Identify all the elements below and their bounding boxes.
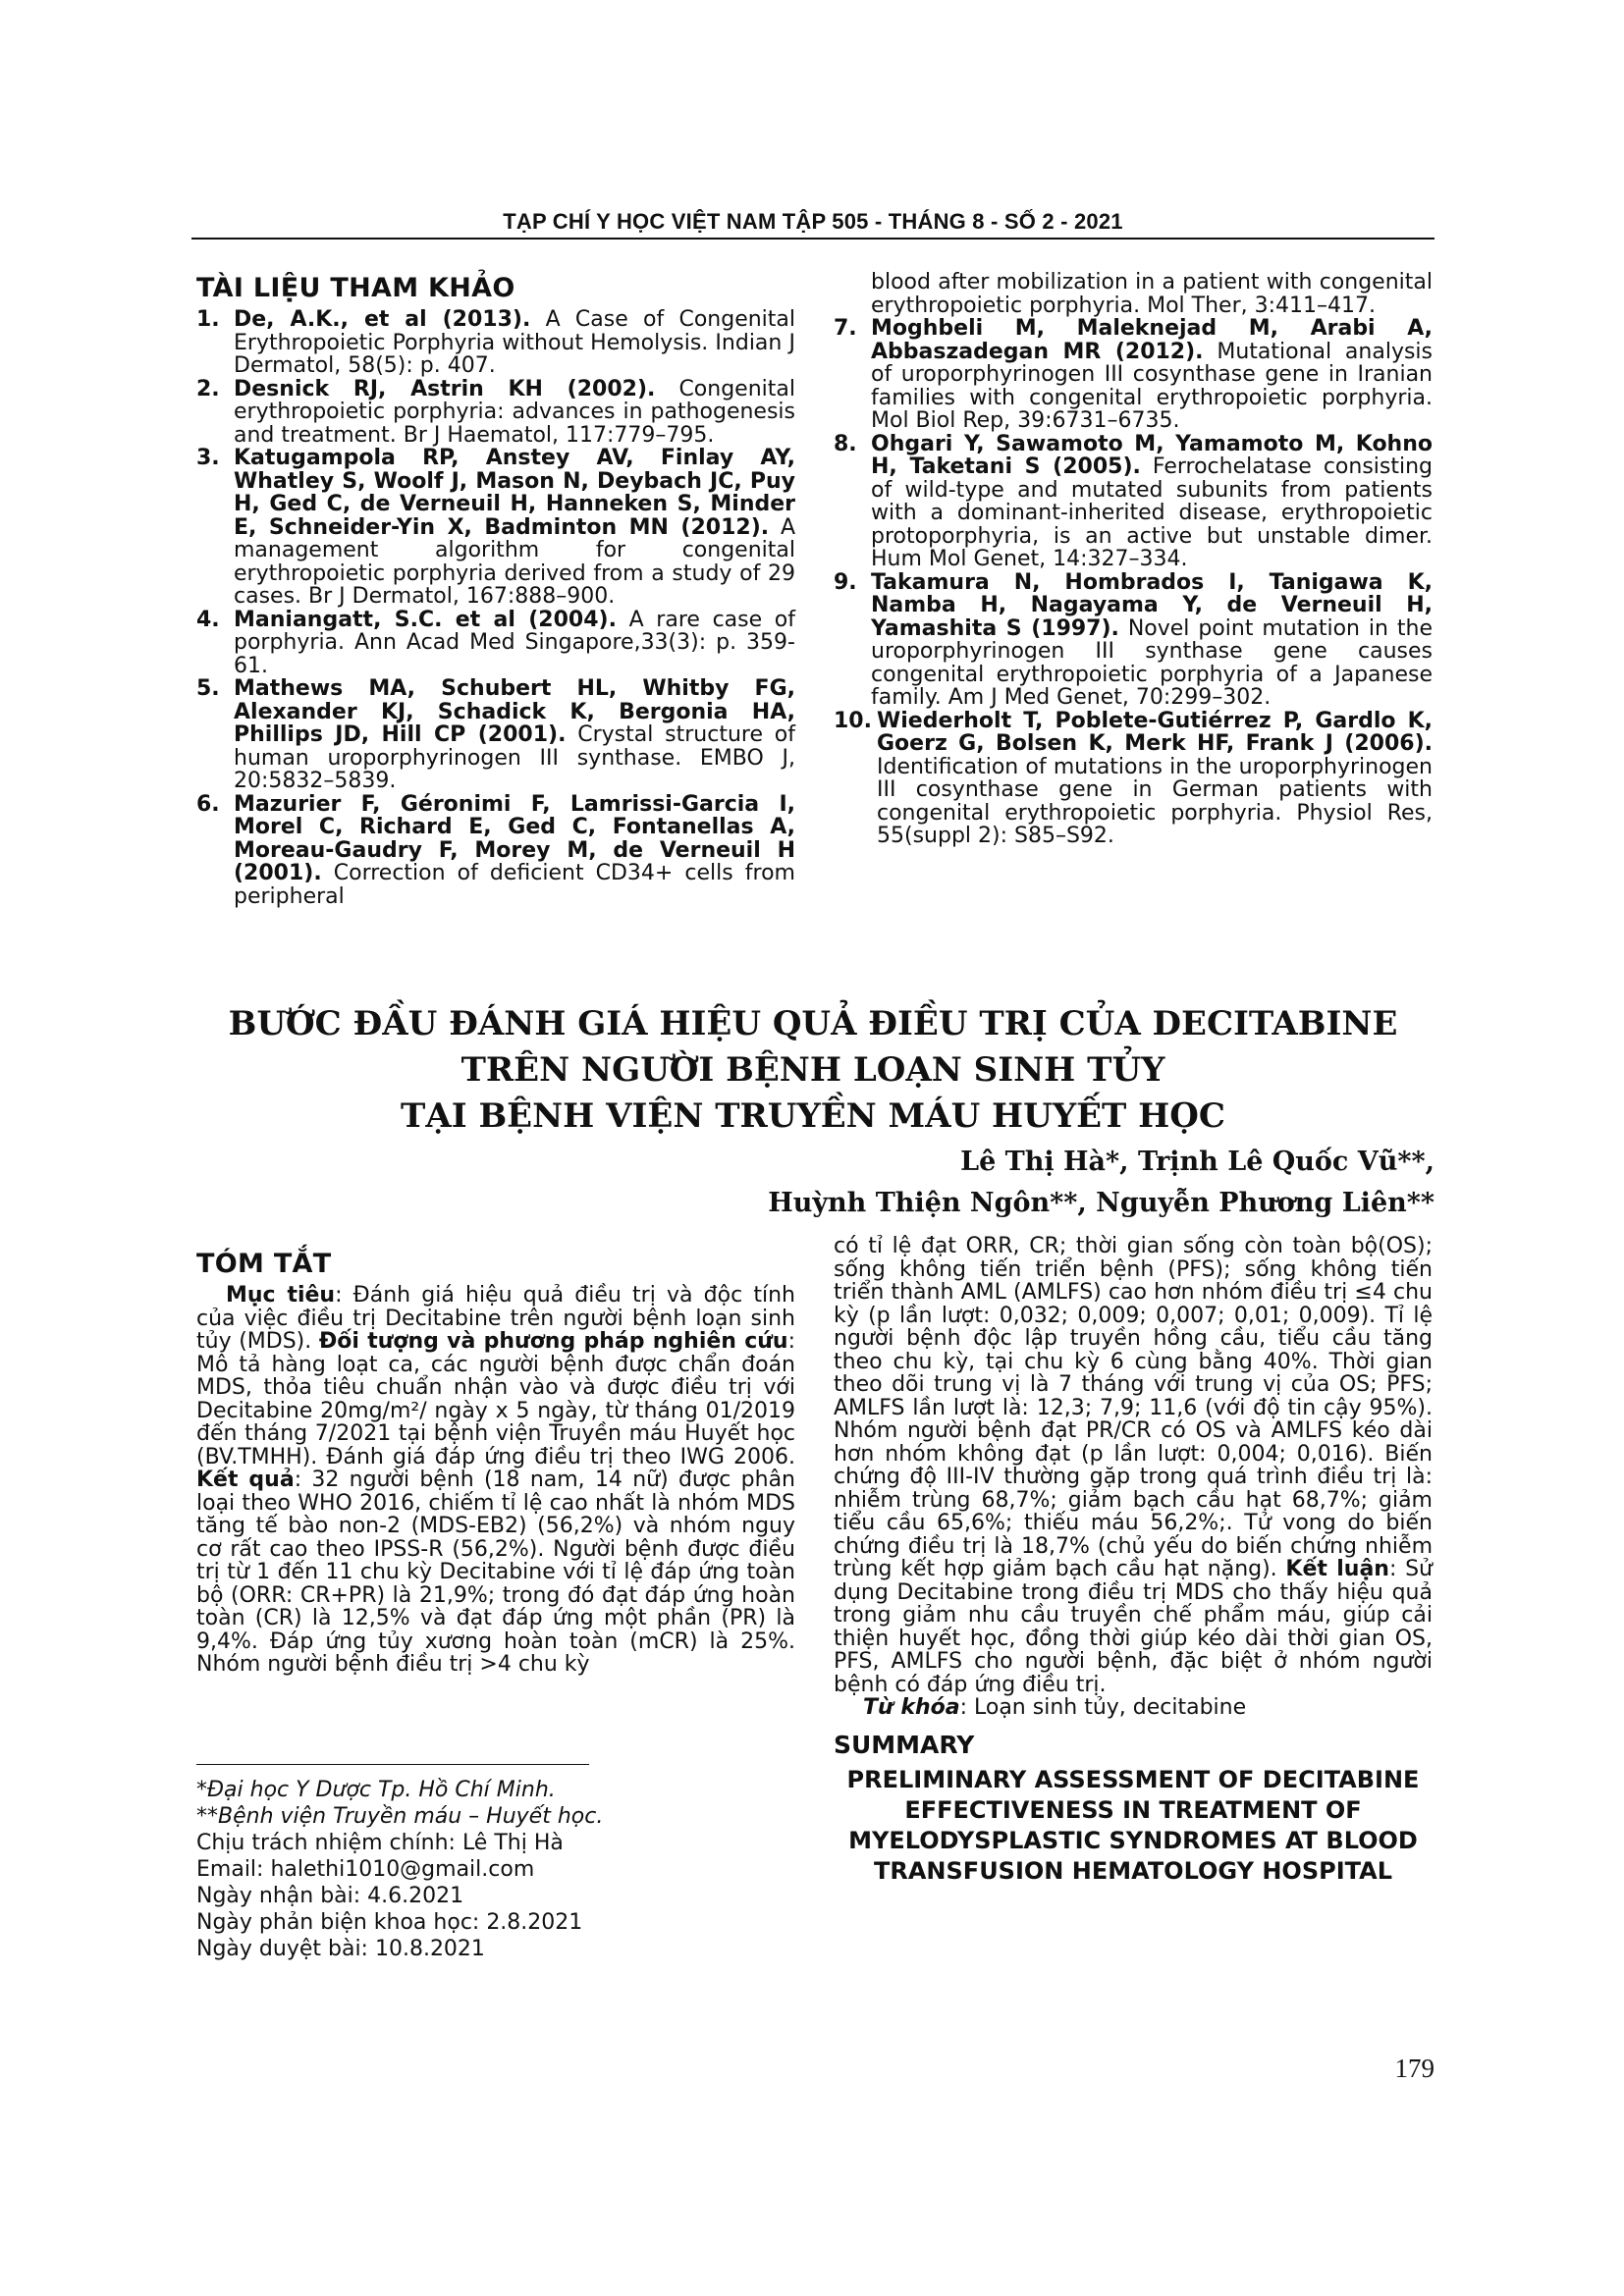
- reference-item: [196, 378, 795, 448]
- reference-number: 5.: [196, 676, 220, 701]
- objective-text: : Đánh giá hiệu quả điều trị và độc tính của việc điều trị Decitabine trên người bệnh loạn sinh tủy (MDS).: [196, 1283, 796, 1354]
- references-heading: TÀI LIỆU THAM KHẢO: [196, 273, 515, 303]
- authors-line: Lê Thị Hà*, Trịnh Lê Quốc Vũ**,: [960, 1147, 1435, 1177]
- abstract-right-column: [834, 1235, 1433, 1887]
- reference-number: 4.: [196, 607, 220, 632]
- reference-number: 3.: [196, 446, 220, 470]
- reference-text: Ferrochelatase consisting of wild-type and mutated subunits from patients with a dominant-inherited disease, erythropoietic protoporphyria, is an active but unstable dimer. Hum Mol Genet, 14:327–334.: [871, 454, 1434, 571]
- reference-item: [196, 793, 795, 909]
- author-email: Email: halethi1010@gmail.com: [196, 1857, 535, 1882]
- page-number: 179: [1394, 2054, 1435, 2083]
- reference-continuation: blood after mobilization in a patient with congenital erythropoietic porphyria. Mol Ther, 3:411–417.: [871, 270, 1433, 318]
- reference-number: 6.: [196, 791, 220, 817]
- abstract-paragraph-continued: [834, 1235, 1433, 1696]
- authors-line: Huỳnh Thiện Ngôn**, Nguyễn Phương Liên**: [768, 1188, 1435, 1218]
- summary-title-line: TRANSFUSION HEMATOLOGY HOSPITAL: [874, 1856, 1392, 1885]
- abstract-left-column: [196, 1249, 795, 1677]
- reference-authors: Mathews MA, Schubert HL, Whitby FG, Alexander KJ, Schadick K, Bergonia HA, Phillips JD, Hill CP (2001).: [234, 676, 795, 747]
- conclusion-text: : Sử dụng Decitabine trong điều trị MDS cho thấy hiệu quả trong giảm nhu cầu truyền chế phẩm máu, giúp cải thiện huyết học, đồng thời giúp kéo dài thời gian OS, PFS, AMLFS cho người bệnh, đặc biệt ở nhóm người bệnh có đáp ứng điều trị.: [834, 1557, 1433, 1697]
- footnote-rule: [196, 1764, 589, 1765]
- reference-number: 2.: [196, 376, 220, 401]
- footnotes: [196, 1777, 795, 1962]
- reference-number: 7.: [834, 316, 857, 341]
- reference-authors: Moghbeli M, Maleknejad M, Arabi A, Abbaszadegan MR (2012).: [871, 316, 1433, 364]
- reference-item: [196, 609, 795, 678]
- article-title-line: BƯỚC ĐẦU ĐÁNH GIÁ HIỆU QUẢ ĐIỀU TRỊ CỦA DECITABINE: [228, 1004, 1398, 1043]
- article-title: [191, 1001, 1435, 1140]
- reference-authors: Takamura N, Hombrados I, Tanigawa K, Namba H, Nagayama Y, de Verneuil H, Yamashita S (1997).: [871, 569, 1433, 641]
- summary-title-line: EFFECTIVENESS IN TREATMENT OF: [904, 1795, 1362, 1824]
- reference-text: Crystal structure of human uroporphyrinogen III synthase. EMBO J, 20:5832–5839.: [234, 722, 795, 793]
- reference-item: [834, 571, 1433, 710]
- reference-item: [834, 710, 1433, 848]
- reference-list-continued: [834, 317, 1433, 848]
- abstract-paragraph: [196, 1284, 795, 1677]
- article-title-line: TRÊN NGƯỜI BỆNH LOẠN SINH TỦY: [460, 1050, 1165, 1090]
- reference-item: [196, 447, 795, 609]
- summary-title-line: MYELODYSPLASTIC SYNDROMES AT BLOOD: [848, 1826, 1418, 1854]
- summary-title: [834, 1765, 1433, 1887]
- conclusion-label: Kết luận: [1285, 1557, 1389, 1581]
- responsible-author: Chịu trách nhiệm chính: Lê Thị Hà: [196, 1831, 564, 1855]
- reference-authors: Maniangatt, S.C. et al (2004).: [234, 607, 617, 632]
- article-title-line: TẠI BỆNH VIỆN TRUYỀN MÁU HUYẾT HỌC: [401, 1096, 1225, 1136]
- abstract-continued-text: có tỉ lệ đạt ORR, CR; thời gian sống còn toàn bộ(OS); sống không tiến triển bệnh (PFS); sống không tiến triển thành AML (AMLFS) cao hơn nhóm điều trị ≤4 chu kỳ (p lần lượt: 0,032; 0,009; 0,007; 0,01; 0,009). Tỉ lệ người bệnh độc lập truyền hồng cầu, tiểu cầu tăng theo chu kỳ, tại chu kỳ 6 cùng bằng 40%. Thời gian theo dõi trung vị là 7 tháng với trung vị của OS; PFS; AMLFS lần lượt là: 12,3; 7,9; 11,6 (với độ tin cậy 95%). Nhóm người bệnh đạt PR/CR có OS và AMLFS kéo dài hơn nhóm không đạt (p lần lượt: 0,004; 0,016). Biến chứng độ III-IV thường gặp trong quá trình điều trị là: nhiễm trùng 68,7%; giảm bạch cầu hạt 68,7%; giảm tiểu cầu 65,6%; thiếu máu 56,2%;. Tử vong do biến chứng điều trị là 18,7% (chủ yếu do biến chứng nhiễm trùng kết hợp giảm bạch cầu hạt nặng).: [834, 1234, 1433, 1581]
- reference-text: Mutational analysis of uroporphyrinogen III cosynthase gene in Iranian families with congenital erythropoietic porphyria. Mol Biol Rep, 39:6731–6735.: [871, 339, 1433, 433]
- reference-number: 1.: [196, 307, 220, 332]
- summary-title-line: PRELIMINARY ASSESSMENT OF DECITABINE: [846, 1765, 1420, 1793]
- affiliation-1: *Đại học Y Dược Tp. Hồ Chí Minh.: [196, 1778, 556, 1802]
- reference-number: 10.: [834, 708, 872, 733]
- reference-authors: Mazurier F, Géronimi F, Lamrissi-Garcia I, Morel C, Richard E, Ged C, Fontanellas A, Moreau-Gaudry F, Morey M, de Verneuil H (2001).: [234, 791, 795, 885]
- date-reviewed: Ngày phản biện khoa học: 2.8.2021: [196, 1910, 583, 1935]
- objective-label: Mục tiêu: [226, 1283, 336, 1308]
- reference-text: Identification of mutations in the uroporphyrinogen III cosynthase gene in German patients with congenital erythropoietic porphyria. Physiol Res, 55(suppl 2): S85–S92.: [877, 754, 1433, 848]
- reference-text: A rare case of porphyria. Ann Acad Med Singapore,33(3): p. 359-61.: [234, 607, 795, 678]
- reference-number: 9.: [834, 569, 857, 595]
- affiliation-2: **Bệnh viện Truyền máu – Huyết học.: [196, 1804, 604, 1829]
- reference-authors: Ohgari Y, Sawamoto M, Yamamoto M, Kohno H, Taketani S (2005).: [871, 431, 1433, 479]
- references-left-column: [196, 273, 795, 908]
- keywords: [834, 1696, 1433, 1720]
- header-rule: [191, 238, 1435, 240]
- results-text: : 32 người bệnh (18 nam, 14 nữ) được phân loại theo WHO 2016, chiếm tỉ lệ cao nhất là nhóm MDS tăng tế bào non-2 (MDS-EB2) (56,2%) và nhóm nguy cơ rất cao theo IPSS-R (56,2%). Người bệnh được điều trị từ 1 đến 11 chu kỳ Decitabine với tỉ lệ đáp ứng toàn bộ (ORR: CR+PR) là 21,9%; trong đó đạt đáp ứng hoàn toàn (CR) là 12,5% và đạt đáp ứng một phần (PR) là 9,4%. Đáp ứng tủy xương hoàn toàn (mCR) là 25%. Nhóm người bệnh điều trị >4 chu kỳ: [196, 1468, 796, 1677]
- summary-heading: SUMMARY: [834, 1730, 975, 1759]
- article-authors: [768, 1142, 1435, 1224]
- reference-list: [196, 308, 795, 908]
- reference-text: Correction of deficient CD34+ cells from peripheral: [234, 861, 795, 909]
- results-label: Kết quả: [196, 1468, 295, 1492]
- date-received: Ngày nhận bài: 4.6.2021: [196, 1884, 464, 1908]
- references-right-column: [834, 271, 1433, 848]
- date-accepted: Ngày duyệt bài: 10.8.2021: [196, 1937, 485, 1961]
- reference-authors: Desnick RJ, Astrin KH (2002).: [234, 376, 656, 401]
- abstract-heading: TÓM TẮT: [196, 1249, 332, 1279]
- running-head: TẠP CHÍ Y HỌC VIỆT NAM TẬP 505 - THÁNG 8 - SỐ 2 - 2021: [503, 209, 1123, 234]
- reference-number: 8.: [834, 431, 857, 456]
- reference-authors: De, A.K., et al (2013).: [234, 307, 531, 332]
- reference-item: [834, 433, 1433, 571]
- reference-authors: Katugampola RP, Anstey AV, Finlay AY, Whatley S, Woolf J, Mason N, Deybach JC, Puy H, Ged C, de Verneuil H, Hanneken S, Minder E, Schneider-Yin X, Badminton MN (2012).: [234, 446, 795, 540]
- reference-authors: Wiederholt T, Poblete-Gutiérrez P, Gardlo K, Goerz G, Bolsen K, Merk HF, Frank J (2006).: [877, 708, 1433, 756]
- methods-label: Đối tượng và phương pháp nghiên cứu: [318, 1329, 788, 1354]
- methods-text: : Mô tả hàng loạt ca, các người bệnh được chẩn đoán MDS, thỏa tiêu chuẩn nhận vào và được điều trị với Decitabine 20mg/m²/ ngày x 5 ngày, từ tháng 01/2019 đến tháng 7/2021 tại bệnh viện Truyền máu Huyết học (BV.TMHH). Đánh giá đáp ứng điều trị theo IWG 2006.: [196, 1329, 795, 1469]
- reference-text: Novel point mutation in the uroporphyrinogen III synthase gene causes congenital erythropoietic porphyria of a Japanese family. Am J Med Genet, 70:299–302.: [871, 615, 1433, 710]
- reference-text: A management algorithm for congenital erythropoietic porphyria derived from a study of 29 cases. Br J Dermatol, 167:888–900.: [234, 514, 795, 609]
- reference-text: A Case of Congenital Erythropoietic Porphyria without Hemolysis. Indian J Dermatol, 58(5): p. 407.: [234, 307, 795, 378]
- reference-item: [196, 677, 795, 793]
- reference-item: [196, 308, 795, 378]
- reference-text: Congenital erythropoietic porphyria: advances in pathogenesis and treatment. Br J Haematol, 117:779–795.: [234, 376, 795, 448]
- reference-item: [834, 317, 1433, 433]
- keywords-text: : Loạn sinh tủy, decitabine: [959, 1695, 1247, 1720]
- keywords-label: Từ khóa: [863, 1695, 960, 1720]
